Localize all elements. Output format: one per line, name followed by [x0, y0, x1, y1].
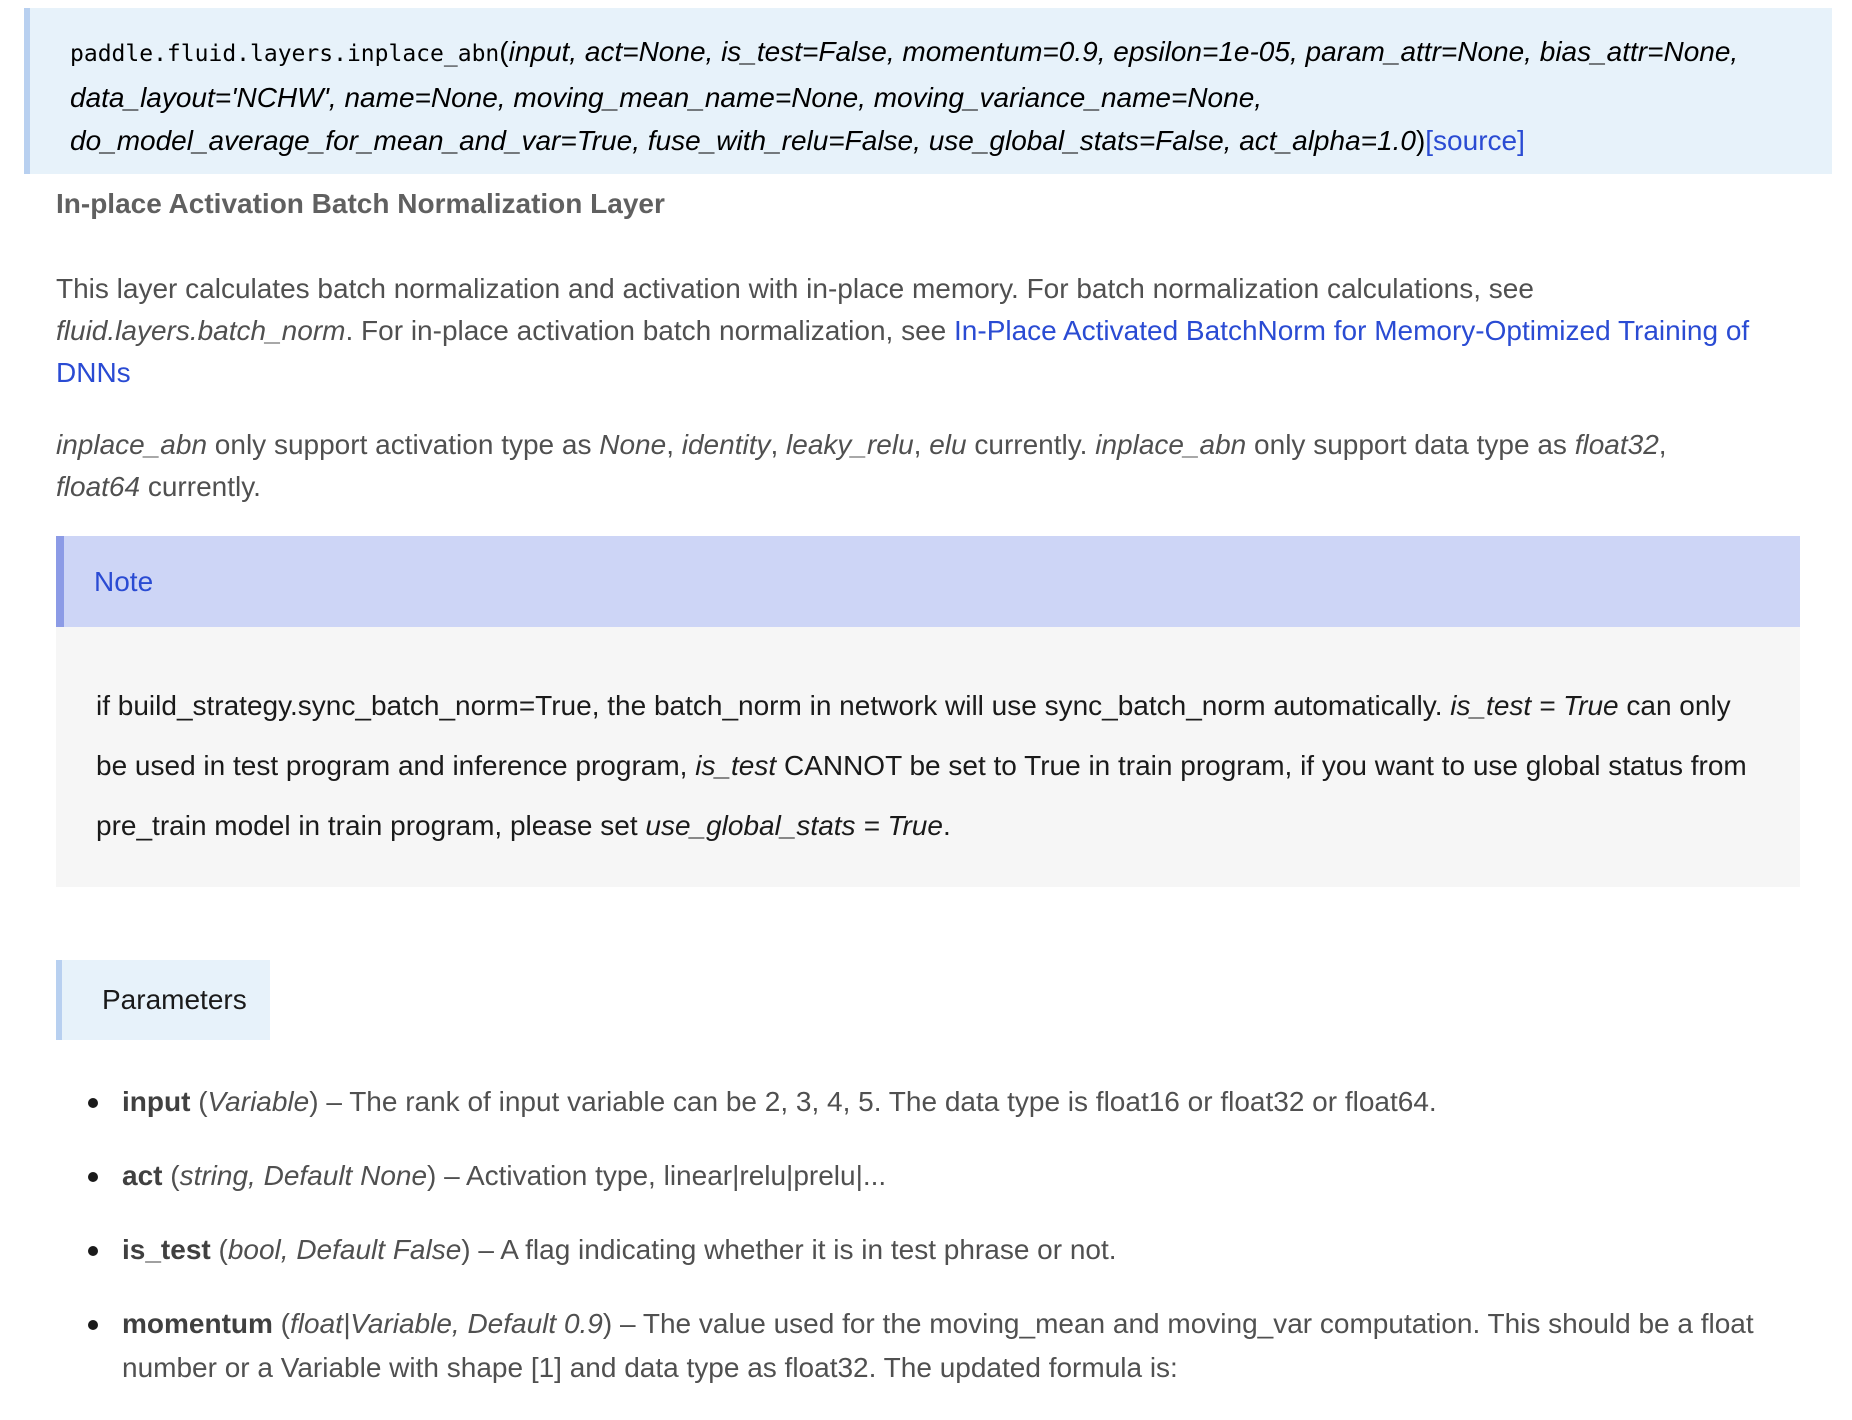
note-title: Note: [56, 536, 1800, 627]
list-item: input (Variable) – The rank of input variable can be 2, 3, 4, 5. The data type is float16 or float32 or float64.: [88, 1080, 1808, 1124]
parameter-list: [88, 1080, 1808, 1420]
param-name: input: [122, 1086, 191, 1117]
param-name: is_test: [122, 1234, 211, 1265]
param-name: momentum: [122, 1308, 273, 1339]
batch-norm-ref: fluid.layers.batch_norm: [56, 315, 346, 346]
param-name: act: [122, 1160, 163, 1191]
param-desc: – A flag indicating whether it is in test phrase or not.: [470, 1234, 1117, 1265]
source-link[interactable]: [source]: [1425, 125, 1525, 156]
parameters-label: Parameters: [56, 960, 270, 1040]
param-type: string, Default None: [179, 1160, 428, 1191]
list-item: is_test (bool, Default False) – A flag indicating whether it is in test phrase or not.: [88, 1228, 1808, 1272]
signature-args: input, act=None, is_test=False, momentum=0.9, epsilon=1e-05, param_attr=None, bias_attr=None,: [508, 36, 1739, 67]
list-item: act (string, Default None) – Activation type, linear|relu|prelu|...: [88, 1154, 1808, 1198]
support-paragraph: inplace_abn only support activation type as None, identity, leaky_relu, elu currently. inplace_abn only support data type as float32, float64 currently.: [56, 429, 1667, 502]
param-type: Variable: [207, 1086, 310, 1117]
bullet-icon: [88, 1098, 98, 1108]
bullet-icon: [88, 1172, 98, 1182]
param-desc: – The value used for the moving_mean and moving_var computation. This should be a float number or a Variable with shape [1] and data type as float32. The updated formula is:: [122, 1308, 1754, 1383]
bullet-icon: [88, 1320, 98, 1330]
bullet-icon: [88, 1246, 98, 1256]
note-body: if build_strategy.sync_batch_norm=True, the batch_norm in network will use sync_batch_norm automatically. is_test = True can only be used in test program and inference program, is_test CANNOT be set to True in train program, if you want to use global status from pre_train model in train program, please set use_global_stats = True.: [56, 627, 1800, 887]
list-item: momentum (float|Variable, Default 0.9) – The value used for the moving_mean and moving_var computation. This should be a float number or a Variable with shape [1] and data type as float32. The updated formula is:: [88, 1302, 1808, 1390]
param-desc: – Activation type, linear|relu|prelu|...: [436, 1160, 887, 1191]
api-path: paddle.fluid.layers.inplace_abn: [70, 41, 500, 67]
paper-link[interactable]: In-Place Activated BatchNorm for Memory-Optimized Training of DNNs: [56, 315, 1750, 388]
section-heading: In-place Activation Batch Normalization Layer: [56, 188, 665, 219]
param-desc: – The rank of input variable can be 2, 3, 4, 5. The data type is float16 or float32 or float64.: [318, 1086, 1437, 1117]
api-signature: paddle.fluid.layers.inplace_abn(input, act=None, is_test=False, momentum=0.9, epsilon=1e-05, param_attr=None, bias_attr=None, data_layout='NCHW', name=None, moving_mean_name=None, moving_variance_name=None, do_model_average_for_mean_and_var=True, fuse_with_relu=False, use_global_stats=False, act_alpha=1.0)[source]: [24, 8, 1832, 174]
description-paragraph: This layer calculates batch normalization and activation with in-place memory. For batch normalization calculations, see fluid.layers.batch_norm. For in-place activation batch normalization, see In-Place Activated BatchNorm for Memory-Optimized Training of DNNs: [56, 273, 1750, 388]
param-type: float|Variable, Default 0.9: [290, 1308, 603, 1339]
param-type: bool, Default False: [227, 1234, 462, 1265]
